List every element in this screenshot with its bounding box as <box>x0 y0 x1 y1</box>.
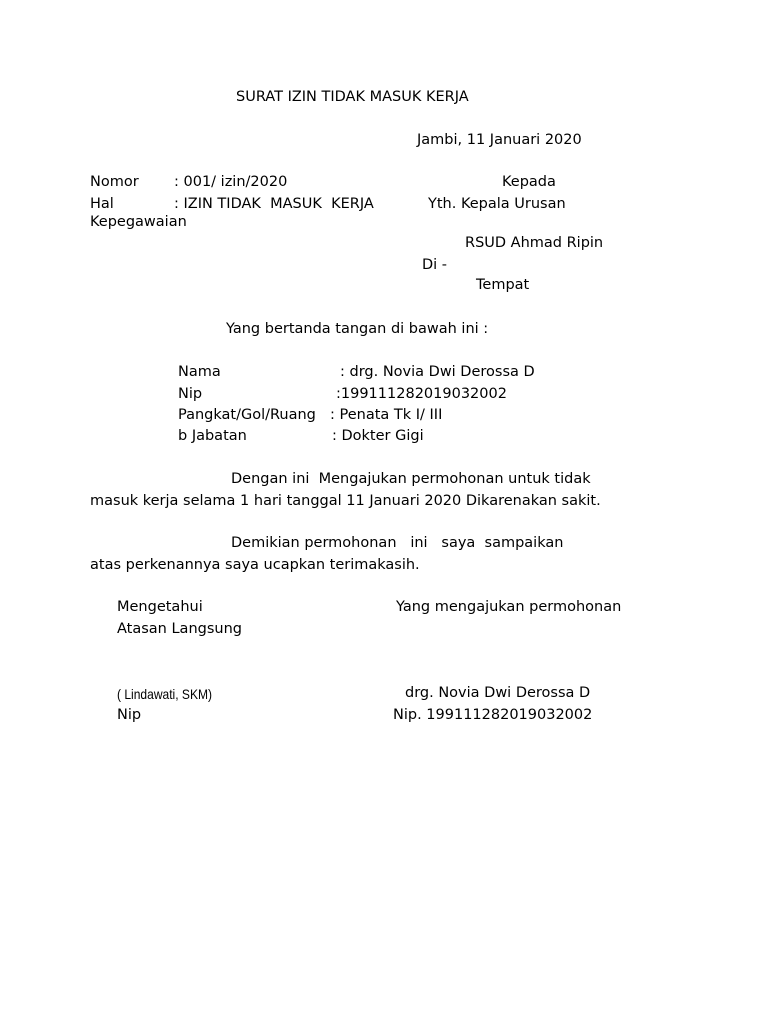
field-label-jabatan: b Jabatan <box>178 428 247 444</box>
right-signatory-nip: Nip. 199111282019032002 <box>393 707 593 723</box>
letter-title: SURAT IZIN TIDAK MASUK KERJA <box>236 89 469 105</box>
field-value-pangkat: : Penata Tk I/ III <box>330 407 443 423</box>
right-signatory-name: drg. Novia Dwi Derossa D <box>405 685 591 701</box>
body-paragraph-1-line-1: Dengan ini Mengajukan permohonan untuk tidak <box>231 471 591 487</box>
kepada-label: Kepada <box>502 174 556 190</box>
left-signatory-name: ( Lindawati, SKM) <box>117 686 213 702</box>
place-date: Jambi, 11 Januari 2020 <box>417 132 582 148</box>
sign-left-label-2: Atasan Langsung <box>117 621 242 637</box>
hal-value: : IZIN TIDAK MASUK KERJA <box>174 196 374 212</box>
left-signatory-nip: Nip <box>117 707 142 723</box>
nomor-value: : 001/ izin/2020 <box>174 174 288 190</box>
field-value-nama: : drg. Novia Dwi Derossa D <box>340 364 535 380</box>
tempat-label: Tempat <box>476 277 530 293</box>
di-label: Di - <box>422 257 448 273</box>
body-paragraph-2-line-1: Demikian permohonan ini saya sampaikan <box>231 535 564 551</box>
field-label-nip: Nip <box>178 386 203 402</box>
sign-left-label-1: Mengetahui <box>117 599 203 615</box>
field-label-nama: Nama <box>178 364 221 380</box>
body-paragraph-1-line-2: masuk kerja selama 1 hari tanggal 11 Januari 2020 Dikarenakan sakit. <box>90 493 601 509</box>
recipient-line-2: RSUD Ahmad Ripin <box>465 235 604 251</box>
field-value-nip: :199111282019032002 <box>336 386 507 402</box>
hal-label: Hal <box>90 196 114 212</box>
sign-right-label: Yang mengajukan permohonan <box>396 599 622 615</box>
recipient-line-1: Yth. Kepala Urusan <box>428 196 566 212</box>
field-value-jabatan: : Dokter Gigi <box>332 428 424 444</box>
nomor-label: Nomor <box>90 174 139 190</box>
body-paragraph-2-line-2: atas perkenannya saya ucapkan terimakasih. <box>90 557 420 573</box>
recipient-line-1-wrap: Kepegawaian <box>90 214 187 230</box>
opening-line: Yang bertanda tangan di bawah ini : <box>226 321 489 337</box>
field-label-pangkat: Pangkat/Gol/Ruang <box>178 407 316 423</box>
